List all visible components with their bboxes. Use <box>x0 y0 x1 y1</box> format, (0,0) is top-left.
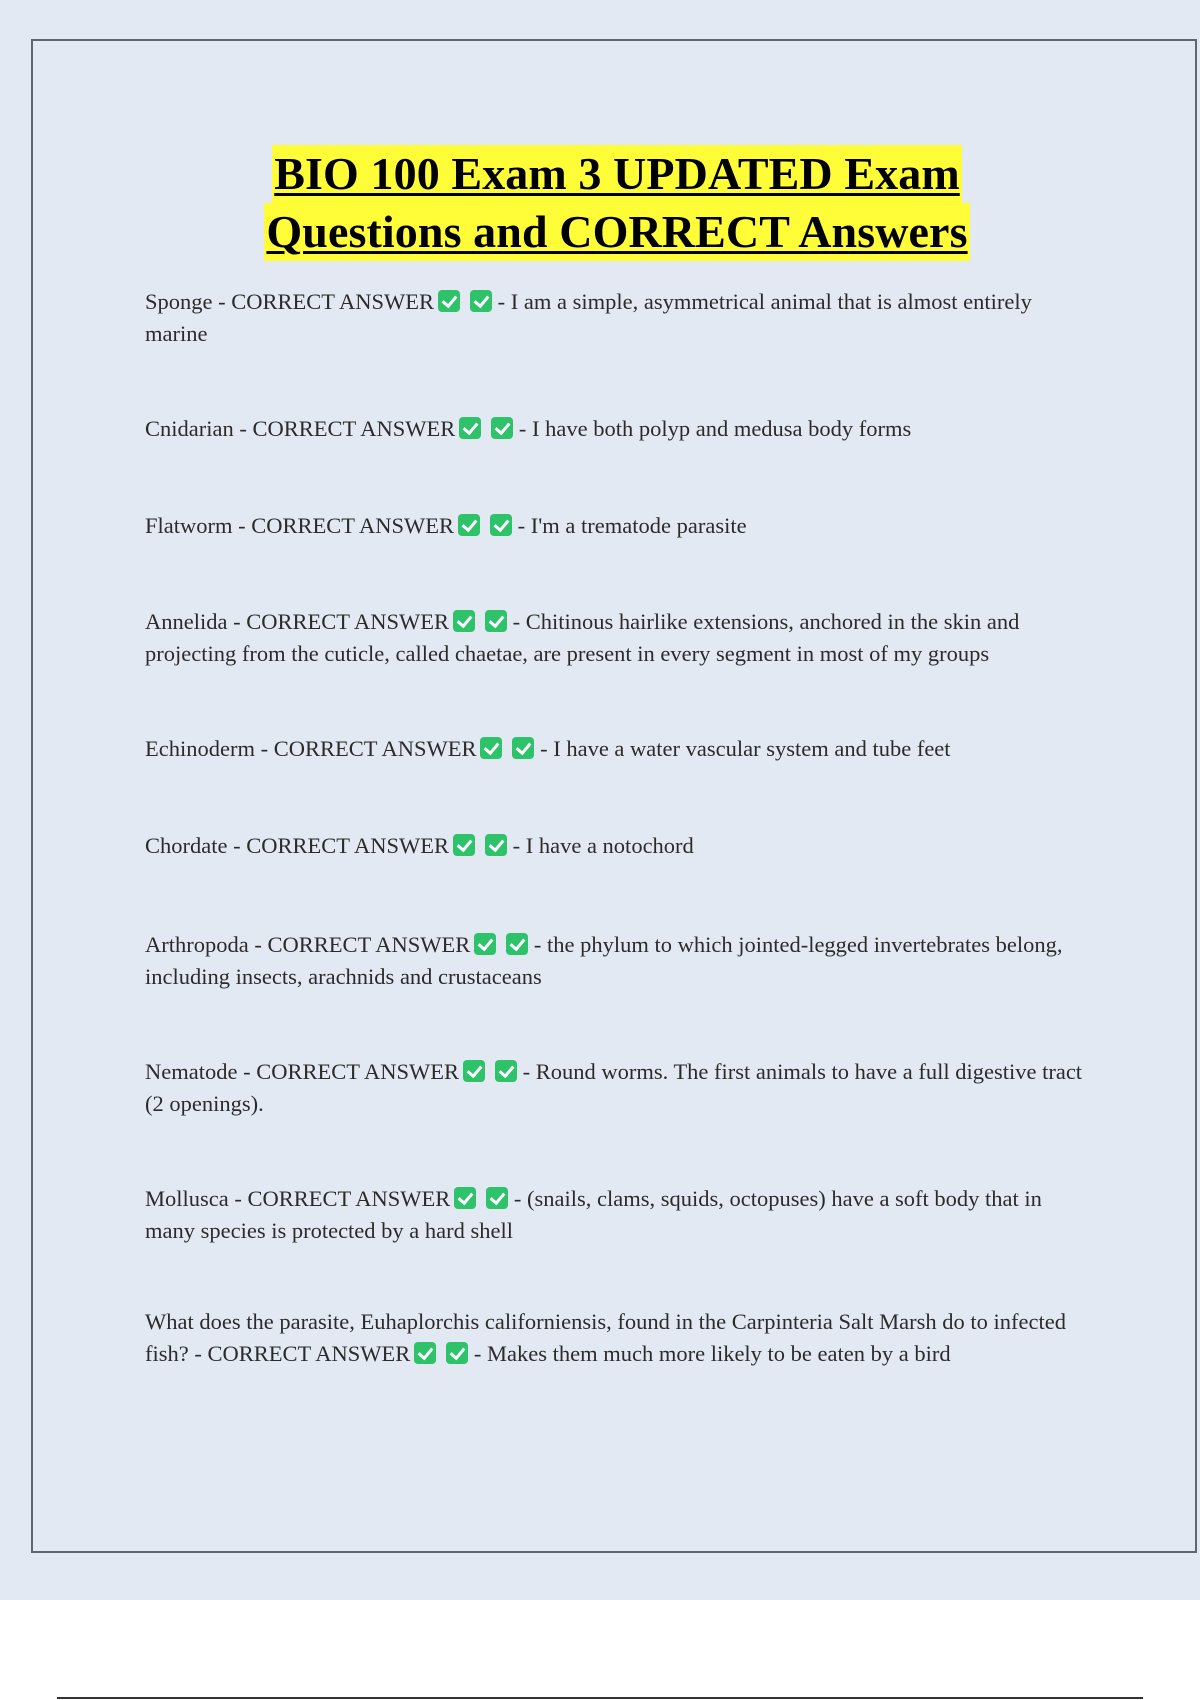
bottom-divider-rule <box>57 1697 1143 1699</box>
entry-answer-label: CORRECT ANSWER <box>256 1059 459 1084</box>
green-checkmark-icon <box>495 1060 517 1082</box>
entry-answer-label: CORRECT ANSWER <box>267 932 471 957</box>
entry-answer-label: CORRECT ANSWER <box>252 416 456 441</box>
entry-answer: the phylum to which jointed-legged invertebrates belong, including insects, arachnids and crustaceans <box>145 932 1063 989</box>
qa-entry-cnidarian: Cnidarian - CORRECT ANSWER - I have both polyp and medusa body forms <box>145 416 912 441</box>
green-checkmark-icon <box>463 1060 485 1082</box>
entry-answer: I have a notochord <box>525 833 694 858</box>
green-checkmark-icon <box>474 933 496 955</box>
green-checkmark-icon <box>480 737 502 759</box>
title-line-2: Questions and CORRECT Answers <box>264 203 969 261</box>
green-checkmark-icon <box>490 514 512 536</box>
qa-entry-sponge: Sponge - CORRECT ANSWER - I am a simple, asymmetrical animal that is almost entirely marine <box>145 289 1032 346</box>
green-checkmark-icon <box>453 610 475 632</box>
entry-answer-label: CORRECT ANSWER <box>231 289 434 314</box>
entry-term: Annelida <box>145 609 228 634</box>
green-checkmark-icon <box>458 514 480 536</box>
entry-answer: I am a simple, asymmetrical animal that is almost entirely marine <box>145 289 1032 346</box>
title-line-1: BIO 100 Exam 3 UPDATED Exam <box>272 145 962 203</box>
entry-answer-label: CORRECT ANSWER <box>273 736 477 761</box>
entry-term: Mollusca <box>145 1186 229 1211</box>
qa-entry-mollusca: Mollusca - CORRECT ANSWER - (snails, clams, squids, octopuses) have a soft body that in many species is protected by a hard shell <box>145 1186 1042 1243</box>
qa-entry-arthropoda: Arthropoda - CORRECT ANSWER - the phylum to which jointed-legged invertebrates belong, including insects, arachnids and crustaceans <box>145 932 1063 989</box>
green-checkmark-icon <box>446 1342 468 1364</box>
entry-answer-label: CORRECT ANSWER <box>247 1186 451 1211</box>
green-checkmark-icon <box>459 417 481 439</box>
entry-answer: Chitinous hairlike extensions, anchored in the skin and projecting from the cuticle, called chaetae, are present in every segment in most of my groups <box>145 609 1020 666</box>
entry-term: Nematode <box>145 1059 238 1084</box>
green-checkmark-icon <box>485 834 507 856</box>
green-checkmark-icon <box>453 834 475 856</box>
green-checkmark-icon <box>485 610 507 632</box>
entry-answer: (snails, clams, squids, octopuses) have a soft body that in many species is protected by a hard shell <box>145 1186 1042 1243</box>
green-checkmark-icon <box>486 1187 508 1209</box>
document-title <box>0 145 1200 261</box>
entry-answer: I have a water vascular system and tube feet <box>553 736 951 761</box>
green-checkmark-icon <box>512 737 534 759</box>
entry-answer: Makes them much more likely to be eaten by a bird <box>487 1341 951 1366</box>
entry-answer-label: CORRECT ANSWER <box>246 833 449 858</box>
qa-entry-chordate: Chordate - CORRECT ANSWER - I have a notochord <box>145 833 694 858</box>
entry-term: Sponge <box>145 289 213 314</box>
entry-term: Chordate <box>145 833 228 858</box>
green-checkmark-icon <box>470 290 492 312</box>
entry-answer-label: CORRECT ANSWER <box>246 609 449 634</box>
entry-term: What does the parasite, Euhaplorchis californiensis, found in the Carpinteria Salt Marsh do to infected fish? <box>145 1309 1066 1366</box>
green-checkmark-icon <box>491 417 513 439</box>
entry-term: Arthropoda <box>145 932 249 957</box>
entry-answer-label: CORRECT ANSWER <box>251 513 454 538</box>
entry-answer: I have both polyp and medusa body forms <box>531 416 912 441</box>
entry-answer-label: CORRECT ANSWER <box>207 1341 411 1366</box>
qa-entry-nematode: Nematode - CORRECT ANSWER - Round worms. The first animals to have a full digestive tract (2 openings). <box>145 1059 1083 1116</box>
qa-entry-annelida: Annelida - CORRECT ANSWER - Chitinous hairlike extensions, anchored in the skin and projecting from the cuticle, called chaetae, are present in every segment in most of my groups <box>145 609 1020 666</box>
entry-term: Cnidarian <box>145 416 234 441</box>
green-checkmark-icon <box>506 933 528 955</box>
green-checkmark-icon <box>414 1342 436 1364</box>
qa-entry-parasite-question: What does the parasite, Euhaplorchis californiensis, found in the Carpinteria Salt Marsh do to infected fish? - CORRECT ANSWER - Makes them much more likely to be eaten by a bird <box>145 1309 1066 1366</box>
green-checkmark-icon <box>454 1187 476 1209</box>
entry-answer: I'm a trematode parasite <box>530 513 747 538</box>
qa-entry-flatworm: Flatworm - CORRECT ANSWER - I'm a trematode parasite <box>145 513 747 538</box>
qa-entry-echinoderm: Echinoderm - CORRECT ANSWER - I have a water vascular system and tube feet <box>145 736 951 761</box>
green-checkmark-icon <box>438 290 460 312</box>
entry-term: Flatworm <box>145 513 233 538</box>
entry-term: Echinoderm <box>145 736 255 761</box>
entry-answer: Round worms. The first animals to have a full digestive tract (2 openings). <box>145 1059 1083 1116</box>
